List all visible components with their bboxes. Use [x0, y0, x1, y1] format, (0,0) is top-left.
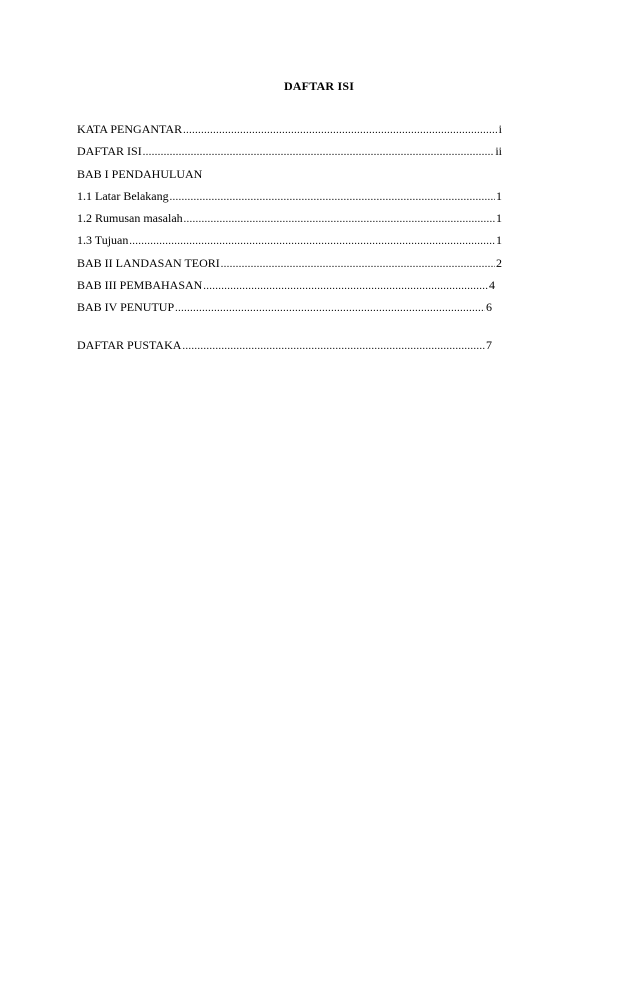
- toc-entry-penutup: [77, 298, 492, 316]
- toc-dot-leader: [182, 338, 485, 354]
- toc-entry-page: 4: [489, 278, 495, 293]
- toc-entry-label: DAFTAR ISI: [77, 144, 142, 159]
- toc-entry-bab-1-heading: [77, 165, 502, 183]
- toc-entry-label: DAFTAR PUSTAKA: [77, 338, 182, 353]
- toc-dot-leader: [143, 144, 495, 160]
- toc-entry-latar-belakang: [77, 187, 502, 205]
- toc-entry-daftar-isi: [77, 142, 502, 160]
- toc-entry-landasan-teori: [77, 254, 502, 272]
- toc-entry-page: 7: [486, 338, 492, 353]
- toc-entry-label: BAB I PENDAHULUAN: [77, 166, 203, 181]
- toc-entry-page: i: [498, 122, 502, 136]
- toc-entry-label: KATA PENGANTAR: [77, 122, 183, 136]
- toc-entry-page: 1: [496, 233, 502, 248]
- toc-entry-page: ii: [495, 144, 502, 159]
- toc-dot-leader: [203, 278, 488, 294]
- toc-dot-leader: [129, 233, 495, 249]
- toc-entry-label: BAB IV PENUTUP: [77, 300, 175, 315]
- toc-entry-rumusan-masalah: [77, 209, 502, 227]
- toc-entry-label: BAB II LANDASAN TEORI: [77, 255, 220, 270]
- toc-dot-leader: [184, 211, 495, 227]
- toc-entry-pembahasan: [77, 276, 495, 294]
- toc-dot-leader: [183, 122, 498, 138]
- toc-entry-daftar-pustaka: [77, 336, 492, 354]
- toc-entry-label: 1.2 Rumusan masalah: [77, 211, 183, 226]
- table-of-contents: [77, 120, 502, 359]
- toc-dot-leader: [221, 256, 495, 272]
- toc-entry-page: 1: [496, 211, 502, 226]
- toc-entry-label: BAB III PEMBAHASAN: [77, 278, 203, 293]
- toc-entry-tujuan: [77, 231, 502, 249]
- toc-entry-page: 6: [486, 300, 492, 315]
- toc-entry-page: 1: [496, 188, 502, 203]
- page-title: DAFTAR ISI: [283, 79, 355, 93]
- toc-dot-leader: [175, 300, 485, 316]
- toc-entry-page: 2: [496, 255, 502, 270]
- toc-entry-kata-pengantar: [77, 120, 502, 138]
- toc-dot-leader: [170, 189, 495, 205]
- toc-entry-label: 1.3 Tujuan: [77, 233, 129, 248]
- toc-entry-label: 1.1 Latar Belakang: [77, 188, 169, 203]
